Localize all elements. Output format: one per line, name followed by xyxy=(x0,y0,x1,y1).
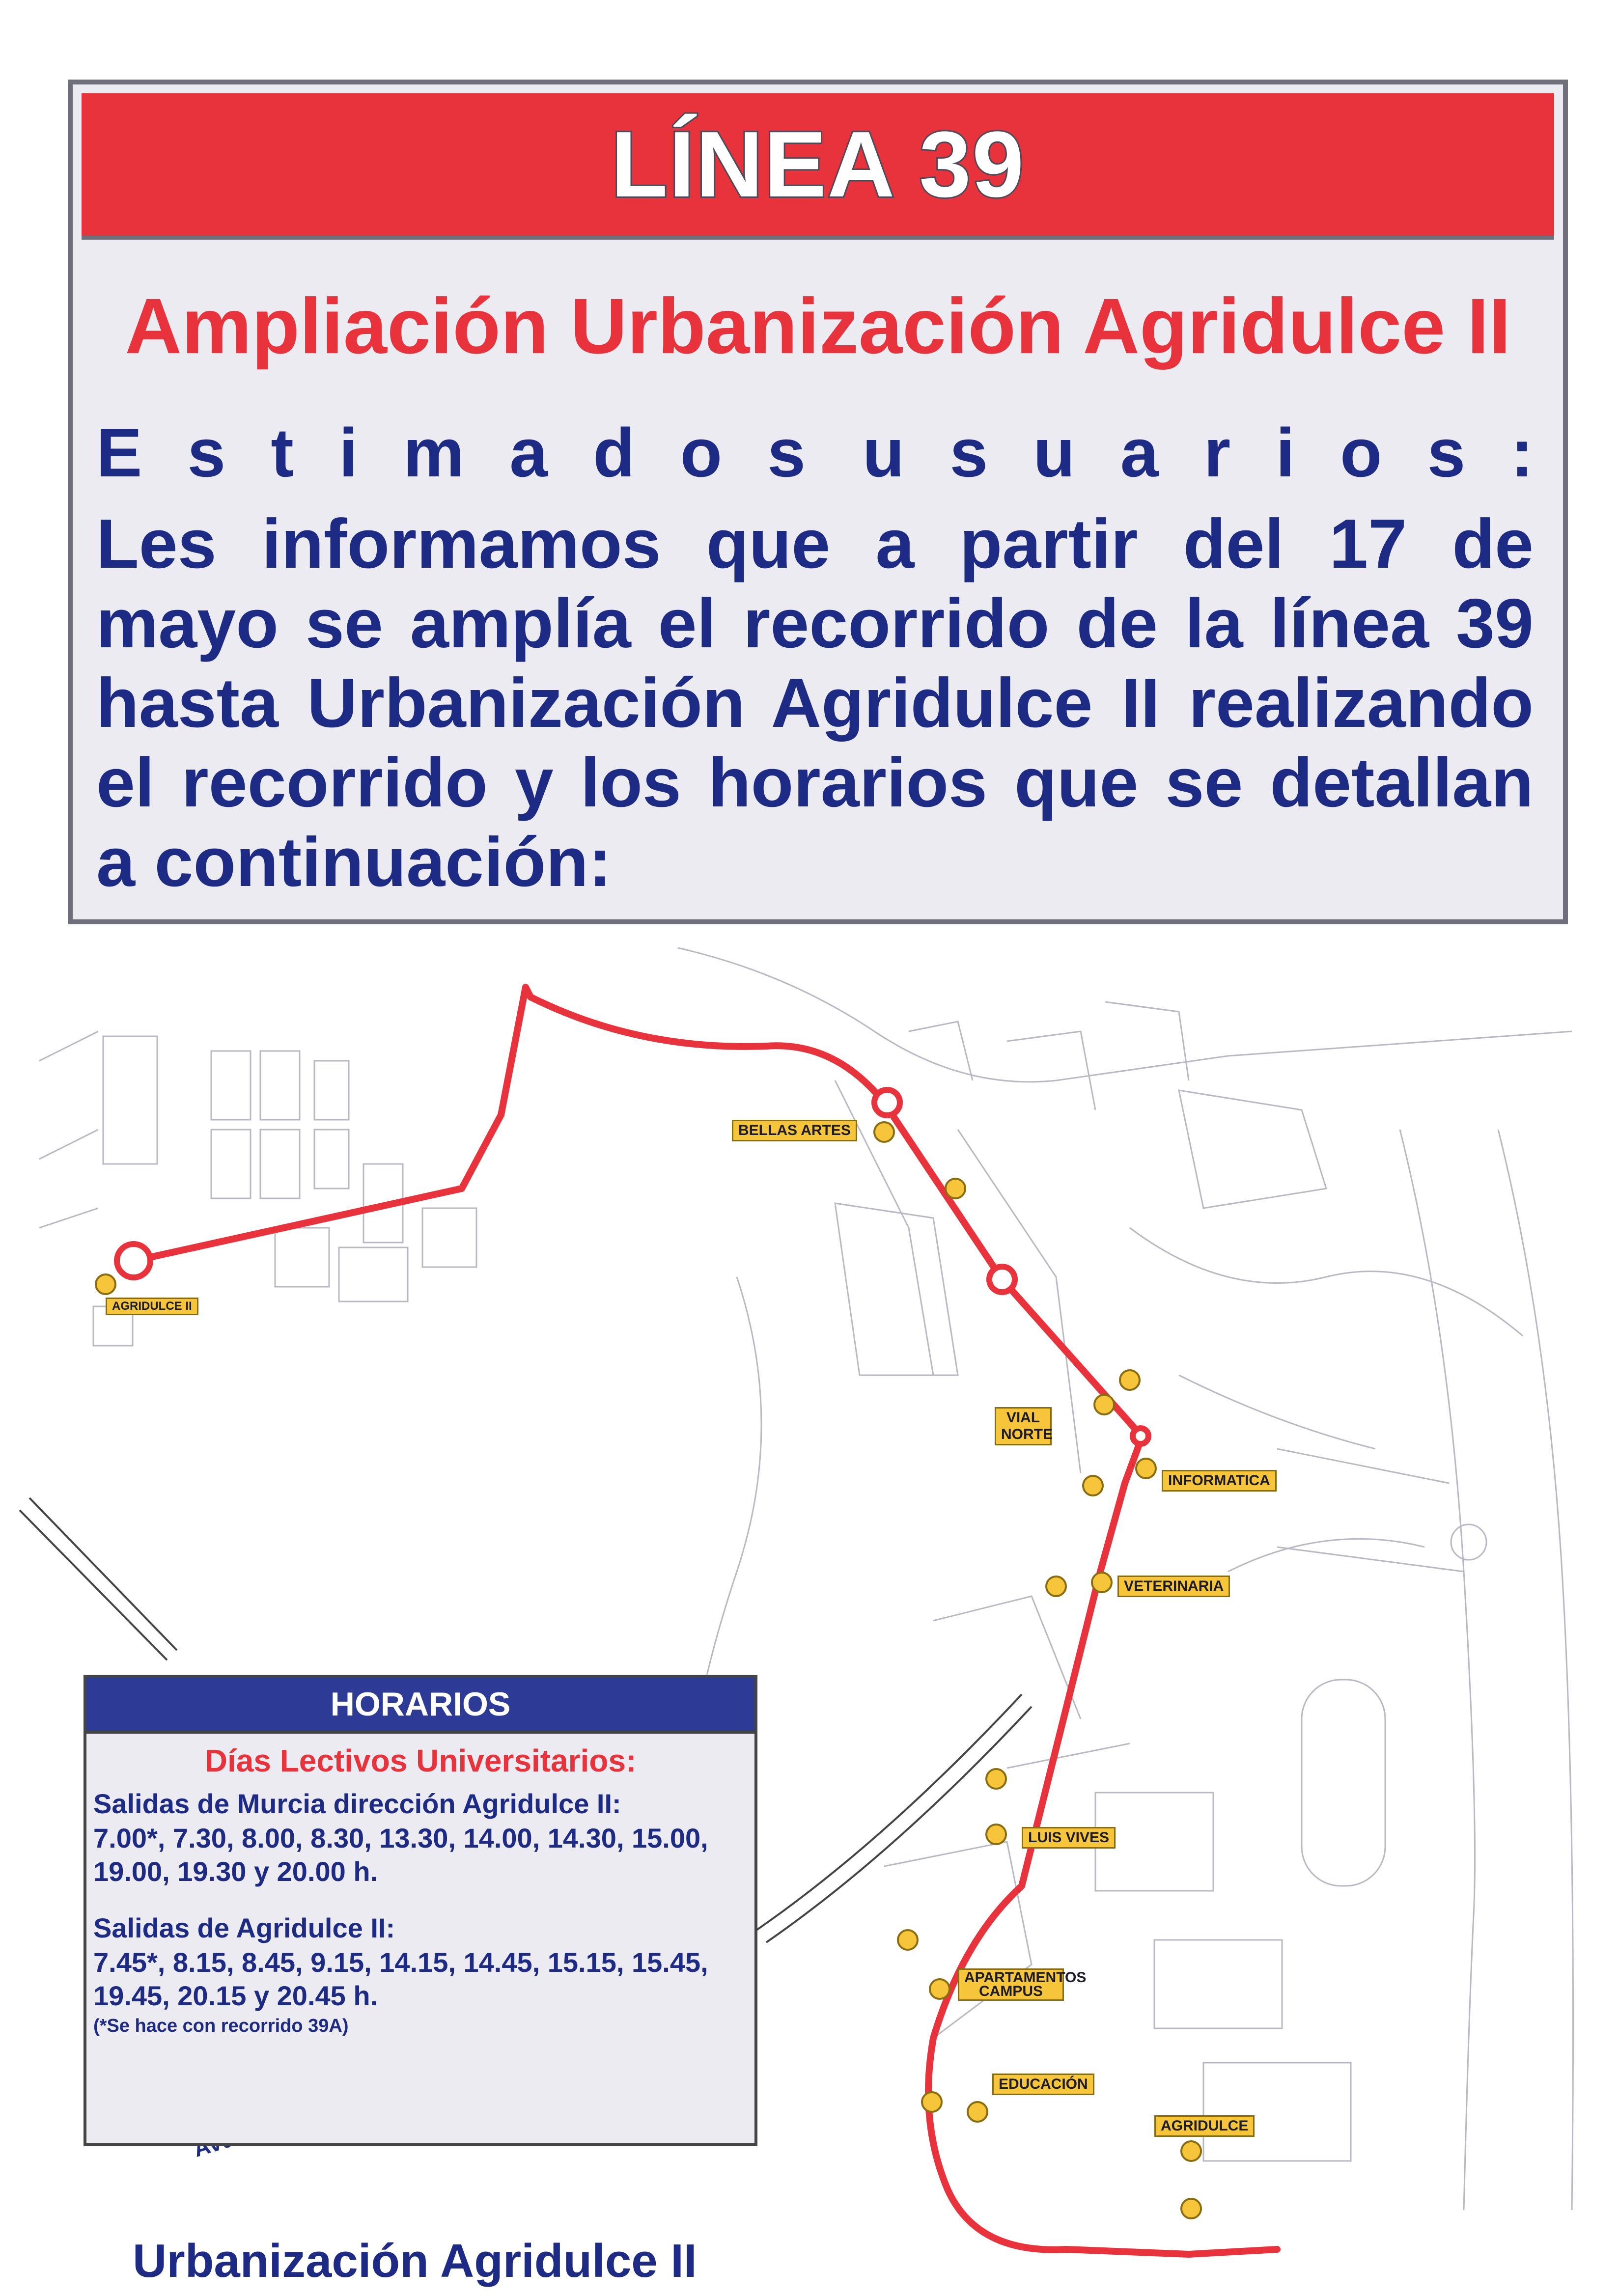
schedule-block1-times: 7.00*, 7.30, 8.00, 8.30, 13.30, 14.00, 14.30, 15.00, 19.00, 19.30 y 20.00 h. xyxy=(93,1823,708,1887)
stop-label-apartamentos-campus: APARTAMENTOS CAMPUS xyxy=(958,1968,1064,2001)
schedule-block1-heading: Salidas de Murcia dirección Agridulce II: xyxy=(93,1788,621,1819)
schedule-header: HORARIOS xyxy=(86,1678,754,1734)
schedule-note: (*Se hace con recorrido 39A) xyxy=(93,2016,349,2036)
schedule-box xyxy=(84,1675,757,2146)
stop-label-agridulce-ii: AGRIDULCE II xyxy=(106,1298,198,1315)
announcement-box xyxy=(68,80,1579,924)
stop-label-luis-vives: LUIS VIVES xyxy=(1022,1827,1116,1849)
stop-label-informatica: INFORMATICA xyxy=(1162,1470,1277,1492)
route-hubs xyxy=(117,1090,1148,1444)
schedule-block2-times: 7.45*, 8.15, 8.45, 9.15, 14.15, 14.45, 15.15, 15.45, 19.45, 20.15 y 20.45 h. xyxy=(93,1947,708,2011)
stop-label-educacion: EDUCACIÓN xyxy=(992,2074,1094,2095)
announcement-subtitle: Ampliación Urbanización Agridulce II xyxy=(125,282,1511,370)
stop-label-veterinaria: VETERINARIA xyxy=(1117,1576,1230,1597)
schedule-block2-heading: Salidas de Agridulce II: xyxy=(93,1912,395,1943)
title-banner xyxy=(82,93,1554,240)
greeting-word-1: Estimados xyxy=(96,414,851,491)
stop-label-agridulce: AGRIDULCE xyxy=(1154,2115,1255,2137)
place-label: Urbanización Agridulce II xyxy=(133,2235,697,2287)
announcement-body: Les informamos que a partir del 17 de mayo se amplía el recorrido de la línea 39 hasta Urbanización Agridulce II realizando el recorrido y los horarios que se detallan a continuación: xyxy=(96,505,1534,901)
schedule-subtitle: Días Lectivos Universitarios: xyxy=(204,1743,637,1778)
greeting-word-2: usuarios: xyxy=(862,414,1579,491)
stop-label-bellas-artes: BELLAS ARTES xyxy=(732,1120,857,1141)
greeting xyxy=(96,414,1579,491)
line-title: LÍNEA 39 xyxy=(611,112,1025,217)
stop-label-vial-norte: VIAL NORTE xyxy=(995,1407,1052,1445)
